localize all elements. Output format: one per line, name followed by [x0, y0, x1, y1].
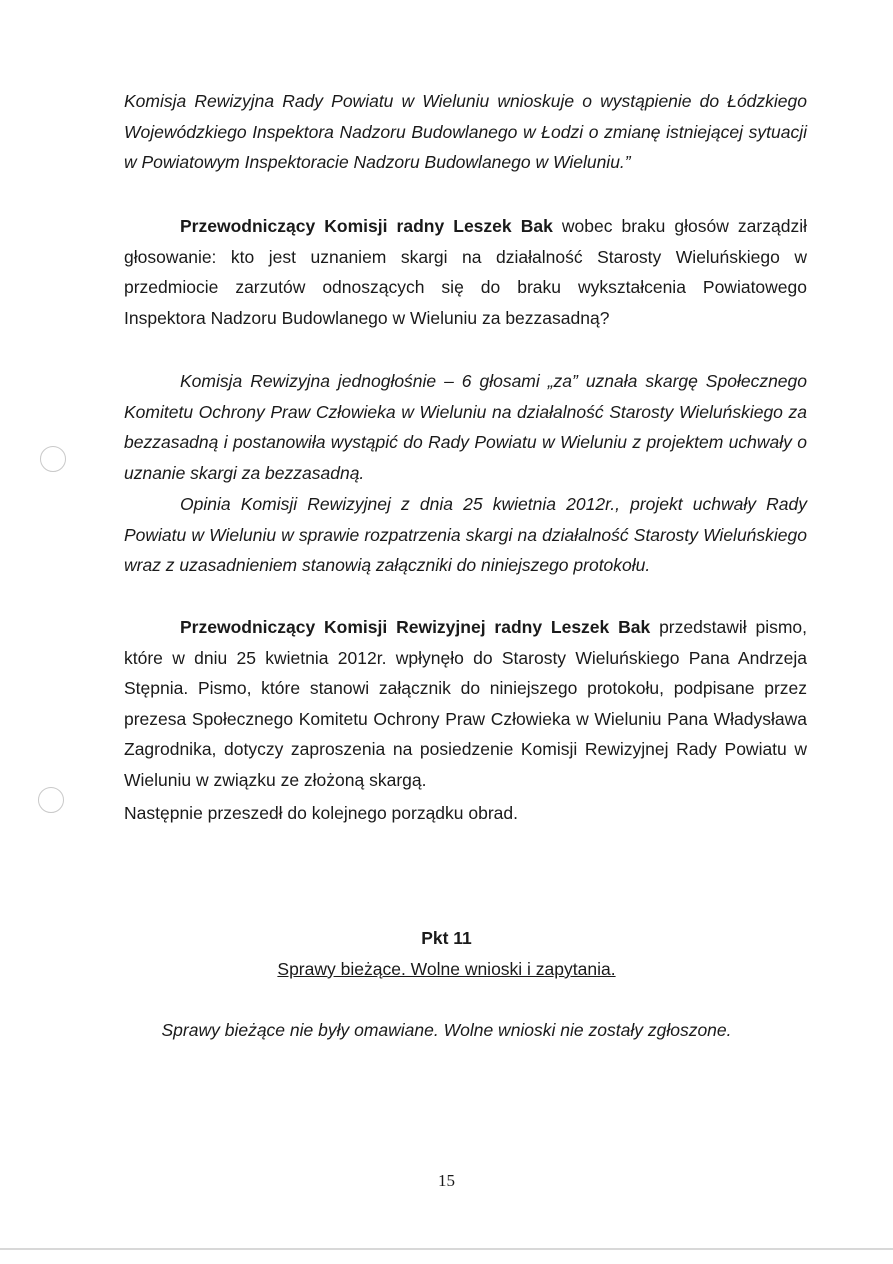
section-title: Sprawy bieżące. Wolne wnioski i zapytania.: [277, 959, 616, 979]
punch-hole-mark: [38, 787, 64, 813]
paragraph-chairman-vote: [124, 211, 807, 333]
paragraph-next-item: Następnie przeszedł do kolejnego porządku obrad.: [124, 803, 519, 823]
chairman-name: Przewodniczący Komisji radny Leszek Bak: [180, 216, 553, 236]
paragraph-current-matters: Sprawy bieżące nie były omawiane. Wolne wnioski nie zostały zgłoszone.: [161, 1020, 732, 1040]
page-number: 15: [438, 1171, 455, 1190]
section-number: Pkt 11: [421, 928, 472, 948]
page-edge-line: [0, 1248, 893, 1250]
punch-hole-mark: [40, 446, 66, 472]
paragraph-chairman-letter: [124, 612, 807, 795]
letter-text: przedstawił pismo, które w dniu 25 kwietnia 2012r. wpłynęło do Starosty Wieluńskiego Pana Andrzeja Stępnia. Pismo, które stanowi załącznik do niniejszego protokołu, podpisane przez prezesa Społecznego Komitetu Ochrony Praw Człowieka w Wieluniu Pana Władysława Zagrodnika, dotyczy zaproszenia na posiedzenie Komisji Rewizyjnej Rady Powiatu w Wieluniu w związku ze złożoną skargą.: [124, 617, 807, 790]
paragraph-commission-request: Komisja Rewizyjna Rady Powiatu w Wieluniu wnioskuje o wystąpienie do Łódzkiego Wojewódzkiego Inspektora Nadzoru Budowlanego w Łodzi o zmianę istniejącej sytuacji w Powiatowym Inspektoracie Nadzoru Budowlanego w Wieluniu.”: [124, 91, 807, 172]
chairman-full-title: Przewodniczący Komisji Rewizyjnej radny Leszek Bak: [180, 617, 651, 637]
paragraph-opinion-attachments: Opinia Komisji Rewizyjnej z dnia 25 kwietnia 2012r., projekt uchwały Rady Powiatu w Wieluniu w sprawie rozpatrzenia skargi na działalność Starosty Wieluńskiego wraz z uzasadnieniem stanowią załączniki do niniejszego protokołu.: [124, 494, 807, 575]
paragraph-vote-result: Komisja Rewizyjna jednogłośnie – 6 głosami „za” uznała skargę Społecznego Komitetu Ochrony Praw Człowieka w Wieluniu na działalność Starosty Wieluńskiego za bezzasadną i postanowiła wystąpić do Rady Powiatu w Wieluniu z projektem uchwały o uznanie skargi za bezzasadną.: [124, 371, 807, 483]
vote-text: wobec braku głosów zarządził głosowanie: kto jest uznaniem skargi na działalność Starosty Wieluńskiego w przedmiocie zarzutów odnoszących się do braku wykształcenia Powiatowego Inspektora Nadzoru Budowlanego w Wieluniu za bezzasadną?: [124, 216, 807, 328]
